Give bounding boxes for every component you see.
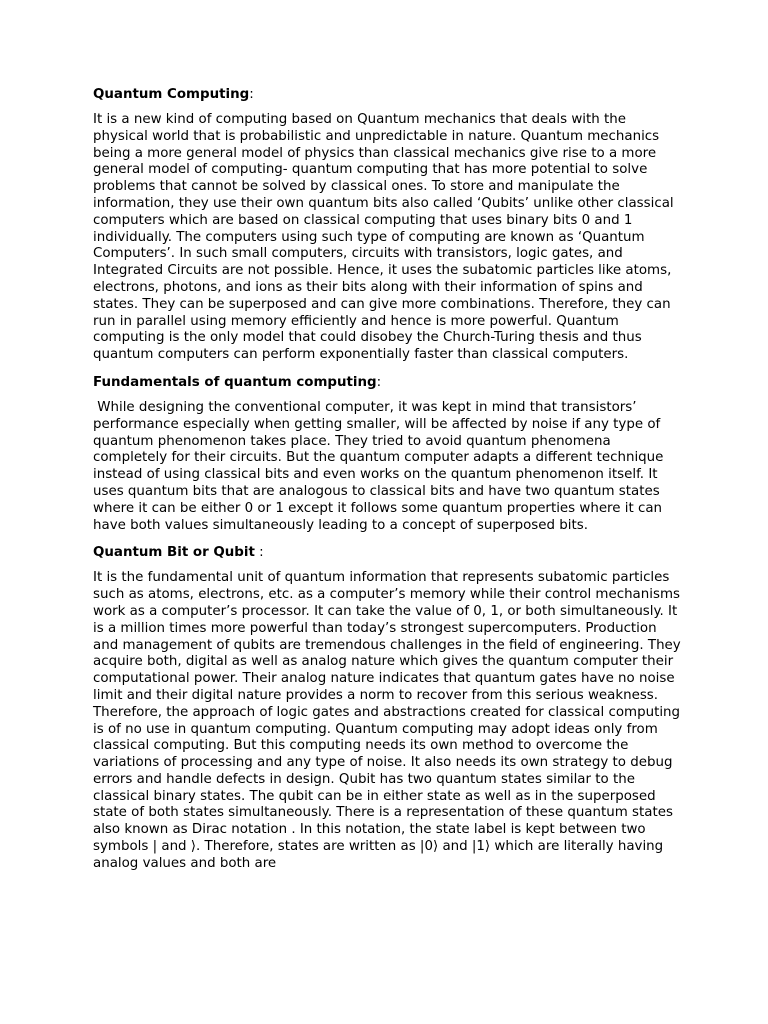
paragraph-quantum-computing: It is a new kind of computing based on Quantum mechanics that deals with the physical world that is probabilistic and unpredictable in nature. Quantum mechanics being a more general model of physics than classical mechanics give rise to a more general model of computing- quantum computing that has more potential to solve problems that cannot be solved by classical ones. To store and manipulate the information, they use their own quantum bits also called ‘Qubits’ unlike other classical computers which are based on classical computing that uses binary bits 0 and 1 individually. The computers using such type of computing are known as ‘Quantum Computers’. In such small computers, circuits with transistors, logic gates, and Integrated Circuits are not possible. Hence, it uses the subatomic particles like atoms, electrons, photons, and ions as their bits along with their information of spins and states. They can be superposed and can give more combinations. Therefore, they can run in parallel using memory efficiently and hence is more powerful. Quantum computing is the only model that could disobey the Church-Turing thesis and thus quantum computers can perform exponentially faster than classical computers. bbox=[93, 112, 674, 363]
heading-title: Quantum Bit or Qubit bbox=[93, 545, 255, 561]
document-page bbox=[93, 86, 683, 883]
heading-suffix: : bbox=[254, 545, 264, 561]
section-heading-quantum-computing bbox=[93, 86, 683, 103]
heading-title: Quantum Computing bbox=[93, 87, 250, 102]
section-heading-qubit bbox=[93, 544, 683, 561]
heading-suffix: : bbox=[249, 87, 254, 102]
section-heading-fundamentals bbox=[93, 374, 683, 391]
heading-suffix: : bbox=[376, 374, 382, 390]
paragraph-fundamentals: While designing the conventional computer, it was kept in mind that transistors’ performance especially when getting smaller, will be affected by noise if any type of quantum phenomenon takes place. They tried to avoid quantum phenomena completely for their circuits. But the quantum computer adapts a different technique instead of using classical bits and even works on the quantum phenomenon itself. It uses quantum bits that are analogous to classical bits and have two quantum states where it can be either 0 or 1 except it follows some quantum properties where it can have both values simultaneously leading to a concept of superposed bits. bbox=[93, 399, 668, 533]
paragraph-qubit: It is the fundamental unit of quantum information that represents subatomic particles such as atoms, electrons, etc. as a computer’s memory while their control mechanisms work as a computer’s processor. It can take the value of 0, 1, or both simultaneously. It is a million times more powerful than today’s strongest supercomputers. Production and management of qubits are tremendous challenges in the field of engineering. They acquire both, digital as well as analog nature which gives the quantum computer their computational power. Their analog nature indicates that quantum gates have no noise limit and their digital nature provides a norm to recover from this serious weakness. Therefore, the approach of logic gates and abstractions created for classical computing is of no use in quantum computing. Quantum computing may adopt ideas only from classical computing. But this computing needs its own method to overcome the variations of processing and any type of noise. It also needs its own strategy to debug errors and handle defects in design. Qubit has two quantum states similar to the classical binary states. The qubit can be in either state as well as in the superposed state of both states simultaneously. There is a representation of these quantum states also known as Dirac notation . In this notation, the state label is kept between two symbols | and ⟩. Therefore, states are written as |0⟩ and |1⟩ which are literally having analog values and both are bbox=[93, 570, 681, 871]
heading-title: Fundamentals of quantum computing bbox=[93, 374, 377, 390]
